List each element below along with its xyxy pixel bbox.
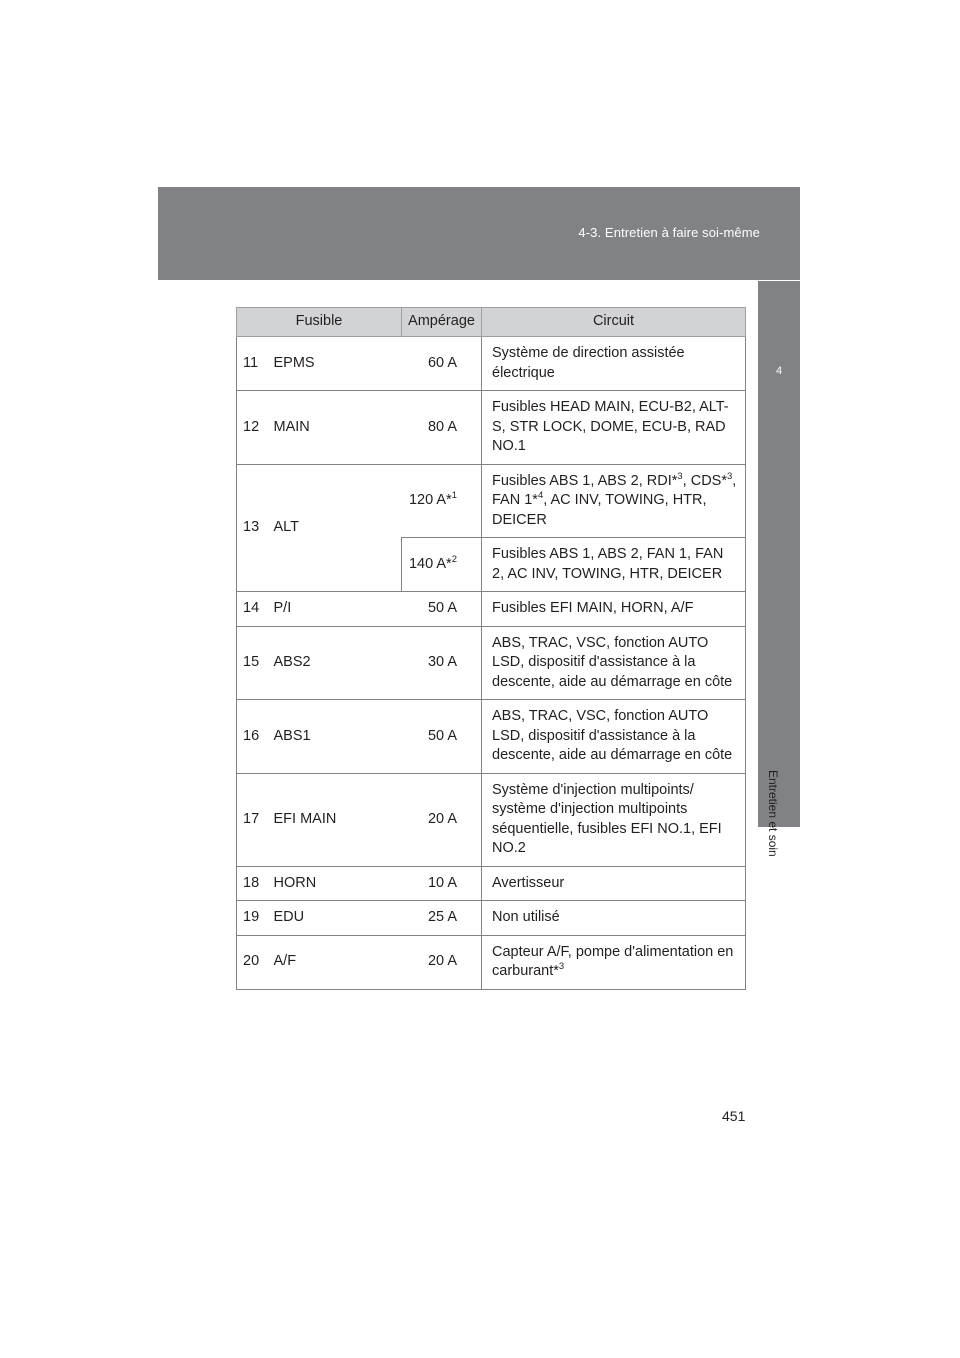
fuse-circuit: ABS, TRAC, VSC, fonction AUTO LSD, dispositif d'assistance à la descente, aide au démarrage en côte — [482, 700, 746, 774]
fuse-amperage: 80 A — [402, 391, 482, 465]
fuse-amperage: 20 A — [402, 935, 482, 989]
fuse-number: 20 — [237, 935, 274, 989]
table-header-row — [237, 308, 746, 337]
header-fuse: Fusible — [237, 308, 402, 337]
table-row — [237, 337, 746, 391]
footnote-marker: 3 — [727, 470, 733, 482]
fuse-number: 16 — [237, 700, 274, 774]
fuse-circuit: Non utilisé — [482, 901, 746, 936]
fuse-name: ABS1 — [274, 700, 402, 774]
chapter-number: 4 — [775, 365, 783, 377]
table-row — [237, 626, 746, 700]
fuse-amperage: 60 A — [402, 337, 482, 391]
fuse-circuit: Système de direction assistée électrique — [482, 337, 746, 391]
fuse-number: 12 — [237, 391, 274, 465]
fuse-name: A/F — [274, 935, 402, 989]
page-number: 451 — [722, 1108, 746, 1124]
fuse-amperage: 25 A — [402, 901, 482, 936]
fuse-amperage: 50 A — [402, 592, 482, 627]
fuse-circuit: Fusibles HEAD MAIN, ECU-B2, ALT-S, STR LOCK, DOME, ECU-B, RAD NO.1 — [482, 391, 746, 465]
header-amperage: Ampérage — [402, 308, 482, 337]
fuse-circuit: Capteur A/F, pompe d'alimentation en carburant*$^3$ — [482, 935, 746, 989]
table-row — [237, 866, 746, 901]
fuse-name: ABS2 — [274, 626, 402, 700]
chapter-label: Entretien et soin — [766, 770, 780, 857]
table-row — [237, 773, 746, 866]
fuse-number: 15 — [237, 626, 274, 700]
fuse-circuit: Fusibles ABS 1, ABS 2, RDI*$^3$, CDS*$^3$, FAN 1*$^4$, AC INV, TOWING, HTR, DEICER — [482, 464, 746, 538]
fuse-name: ALT — [274, 464, 402, 592]
table-row — [237, 700, 746, 774]
fuse-name: EDU — [274, 901, 402, 936]
footnote-marker: 3 — [677, 470, 683, 482]
table-row — [237, 935, 746, 989]
header-circuit: Circuit — [482, 308, 746, 337]
footnote-marker: 1 — [451, 490, 457, 502]
fuse-circuit: Avertisseur — [482, 866, 746, 901]
fuse-amperage: 50 A — [402, 700, 482, 774]
fuse-number: 18 — [237, 866, 274, 901]
fuse-amperage: 20 A — [402, 773, 482, 866]
section-header-bar — [158, 187, 800, 280]
fuse-number: 19 — [237, 901, 274, 936]
fuse-table — [236, 307, 746, 990]
fuse-name: EFI MAIN — [274, 773, 402, 866]
fuse-name: HORN — [274, 866, 402, 901]
fuse-amperage: 30 A — [402, 626, 482, 700]
footnote-marker: 2 — [451, 553, 457, 565]
fuse-amperage: 120 A*$^1$ — [402, 464, 482, 538]
fuse-amperage: 10 A — [402, 866, 482, 901]
fuse-name: P/I — [274, 592, 402, 627]
fuse-name: EPMS — [274, 337, 402, 391]
fuse-number: 11 — [237, 337, 274, 391]
fuse-name: MAIN — [274, 391, 402, 465]
footnote-marker: 3 — [558, 961, 565, 973]
fuse-number: 13 — [237, 464, 274, 592]
fuse-circuit: ABS, TRAC, VSC, fonction AUTO LSD, dispositif d'assistance à la descente, aide au démarrage en côte — [482, 626, 746, 700]
fuse-circuit: Fusibles EFI MAIN, HORN, A/F — [482, 592, 746, 627]
fuse-circuit: Système d'injection multipoints/ système d'injection multipoints séquentielle, fusibles EFI NO.1, EFI NO.2 — [482, 773, 746, 866]
fuse-circuit: Fusibles ABS 1, ABS 2, FAN 1, FAN 2, AC INV, TOWING, HTR, DEICER — [482, 538, 746, 592]
fuse-number: 14 — [237, 592, 274, 627]
table-row — [237, 901, 746, 936]
table-row — [237, 464, 746, 538]
table-row — [237, 391, 746, 465]
section-title: 4-3. Entretien à faire soi-même — [578, 225, 760, 240]
footnote-marker: 4 — [537, 490, 544, 502]
fuse-number: 17 — [237, 773, 274, 866]
fuse-amperage: 140 A*$^2$ — [402, 538, 482, 592]
table-row — [237, 592, 746, 627]
chapter-tab — [758, 281, 800, 827]
